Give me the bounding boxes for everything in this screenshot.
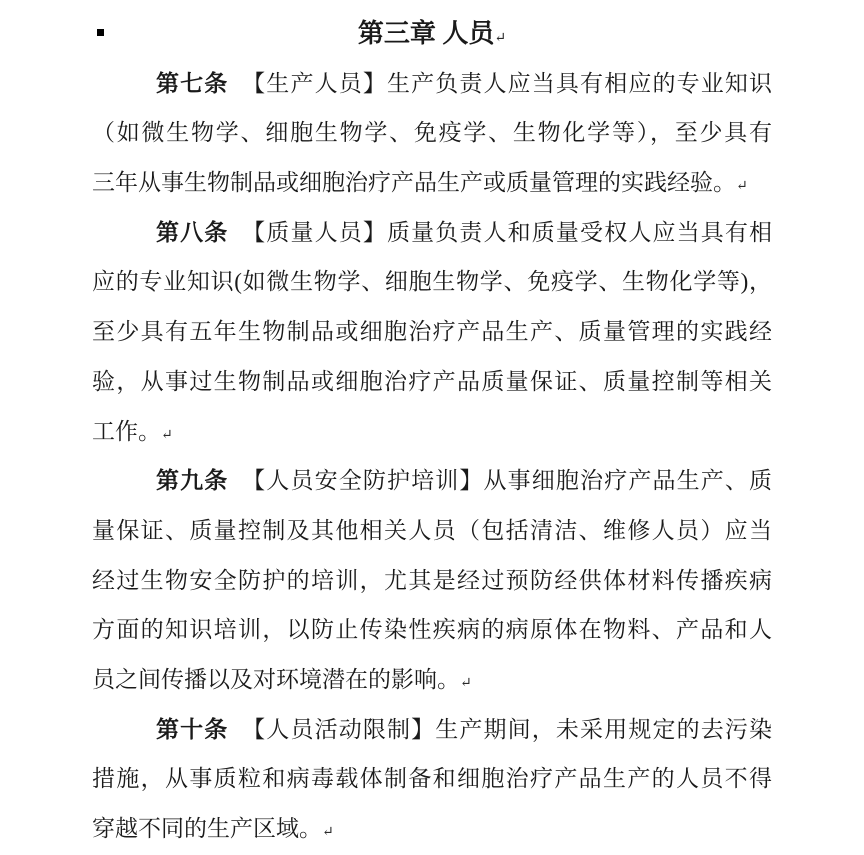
text-line: 量保证、质量控制及其他相关人员（包括清洁、维修人员）应当 — [92, 517, 772, 543]
text-line: 验，从事过生物制品或细胞治疗产品质量保证、质量控制等相关 — [92, 368, 772, 394]
paragraph-mark-icon: ↵ — [494, 31, 507, 46]
document-body — [92, 9, 772, 854]
paragraphs-container — [92, 59, 772, 854]
paragraph-mark-icon: ↵ — [736, 179, 748, 195]
text-line: 工作。↵ — [92, 418, 173, 444]
paragraph-mark-icon: ↵ — [460, 675, 472, 691]
article-number: 第十条 — [156, 716, 229, 742]
article-number: 第七条 — [156, 70, 229, 96]
paragraph-mark-icon: ↵ — [161, 427, 173, 443]
text-line: 方面的知识培训，以防止传染性疾病的病原体在物料、产品和人 — [92, 617, 772, 643]
text-line: 第八条 【质量人员】质量负责人和质量受权人应当具有相 — [156, 219, 772, 245]
text-line: 第九条 【人员安全防护培训】从事细胞治疗产品生产、质 — [156, 468, 772, 494]
text-line: 经过生物安全防护的培训，尤其是经过预防经供体材料传播疾病 — [92, 567, 772, 593]
chapter-title — [92, 9, 772, 59]
text-line: 员之间传播以及对环境潜在的影响。↵ — [92, 666, 472, 692]
text-line: 应的专业知识(如微生物学、细胞生物学、免疫学、生物化学等)， — [92, 269, 772, 295]
text-line: 措施，从事质粒和病毒载体制备和细胞治疗产品生产的人员不得 — [92, 766, 772, 792]
text-line: 穿越不同的生产区域。↵ — [92, 816, 334, 841]
paragraph-mark-icon: ↵ — [322, 825, 334, 840]
text-line: 第十条 【人员活动限制】生产期间，未采用规定的去污染 — [156, 716, 772, 742]
text-line: 三年从事生物制品或细胞治疗产品生产或质量管理的实践经验。↵ — [92, 170, 748, 196]
text-line: 第七条 【生产人员】生产负责人应当具有相应的专业知识 — [156, 70, 772, 96]
text-line: 至少具有五年生物制品或细胞治疗产品生产、质量管理的实践经 — [92, 319, 772, 345]
text-line: （如微生物学、细胞生物学、免疫学、生物化学等），至少具有 — [92, 120, 772, 146]
article-number: 第九条 — [156, 468, 229, 494]
chapter-title-text: 第三章 人员 — [357, 19, 495, 48]
article-number: 第八条 — [156, 219, 229, 245]
